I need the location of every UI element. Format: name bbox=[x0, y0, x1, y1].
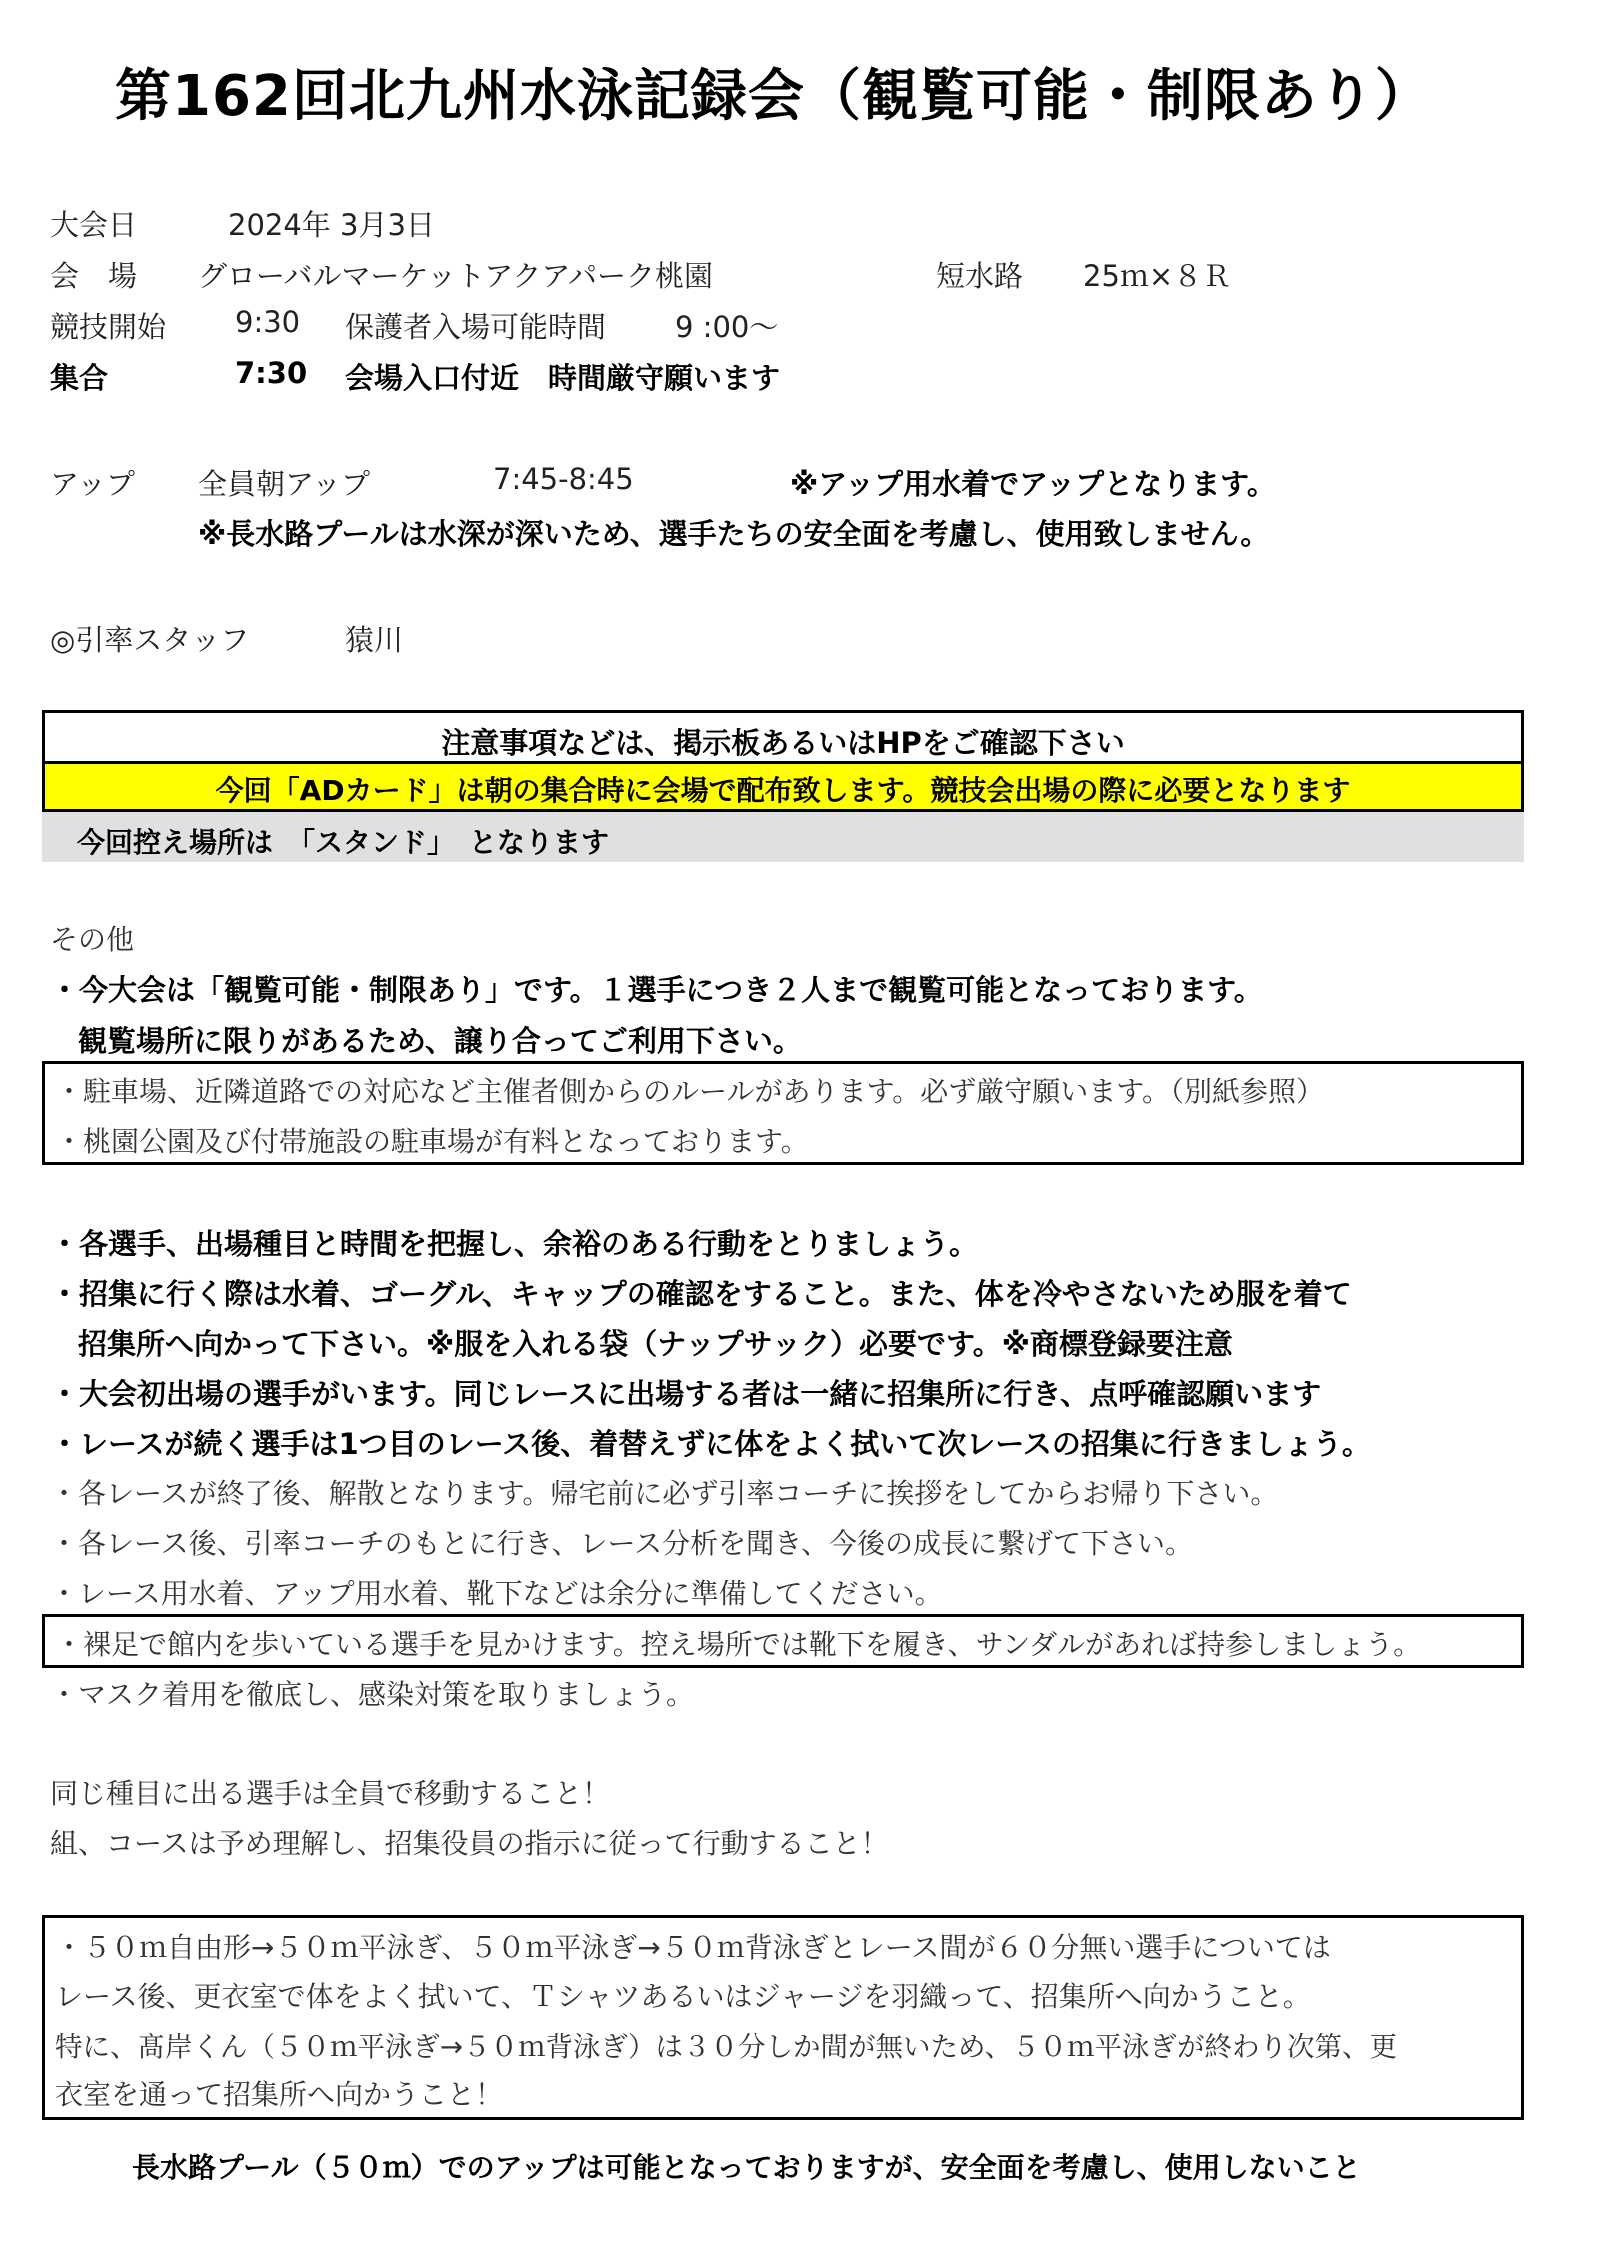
venue-value: グローバルマーケットアクアパーク桃園 bbox=[198, 259, 714, 293]
spectator-line-2: 観覧場所に限りがあるため、譲り合ってご利用下さい。 bbox=[78, 1024, 802, 1058]
rule-item: ・大会初出場の選手がいます。同じレースに出場する者は一緒に招集所に行き、点呼確認願います bbox=[50, 1377, 1322, 1411]
parking-line-2: ・桃園公園及び付帯施設の駐車場が有料となっております。 bbox=[55, 1125, 809, 1158]
rule-item: ・マスク着用を徹底し、感染対策を取りましょう。 bbox=[50, 1678, 695, 1711]
interval-line-3: 特に、髙岸くん（５０ｍ平泳ぎ→５０ｍ背泳ぎ）は３０分しか間が無いため、５０ｍ平泳ぎが終わり次第、更 bbox=[55, 2031, 1397, 2063]
start-time: 9:30 bbox=[235, 305, 301, 339]
long-course-note: ※長水路プールは水深が深いため、選手たちの安全面を考慮し、使用致しません。 bbox=[198, 517, 1270, 551]
warmup-note: ※アップ用水着でアップとなります。 bbox=[790, 467, 1276, 501]
notice-main: 注意事項などは、掲示板あるいはHPをご確認下さい bbox=[441, 726, 1125, 760]
stand-text: 今回控え場所は 「スタンド」 となります bbox=[77, 826, 610, 859]
rule-item: ・レース用水着、アップ用水着、靴下などは余分に準備してください。 bbox=[50, 1577, 943, 1610]
interval-box bbox=[42, 1915, 1524, 2120]
interval-line-1: ・５０ｍ自由形→５０ｍ平泳ぎ、５０ｍ平泳ぎ→５０ｍ背泳ぎとレース間が６０分無い選手については bbox=[55, 1931, 1331, 1964]
page-title: 第162回北九州水泳記録会（観覧可能・制限あり） bbox=[115, 64, 1432, 129]
ad-card-text: 今回「ADカード」は朝の集合時に会場で配布致します。競技会出場の際に必要となります bbox=[215, 774, 1351, 807]
guardian-time: 9 :00～ bbox=[675, 310, 779, 344]
date-label: 大会日 bbox=[50, 208, 138, 242]
rule-item: ・裸足で館内を歩いている選手を見かけます。控え場所では靴下を履き、サンダルがあれば持参しましょう。 bbox=[55, 1628, 1422, 1661]
rule-item: ・各レースが終了後、解散となります。帰宅前に必ず引率コーチに挨拶をしてからお帰り下さい。 bbox=[50, 1477, 1279, 1510]
gather-label: 集合 bbox=[50, 361, 109, 395]
interval-line-4: 衣室を通って招集所へ向かうこと！ bbox=[55, 2078, 504, 2111]
warmup-time: 7:45-8:45 bbox=[493, 462, 634, 496]
course-label: 短水路 bbox=[936, 259, 1024, 293]
footer-note: 長水路プール（５０ｍ）でのアップは可能となっておりますが、安全面を考慮し、使用しないこと bbox=[132, 2151, 1361, 2184]
guardian-label: 保護者入場可能時間 bbox=[345, 310, 607, 344]
gather-time: 7:30 bbox=[235, 356, 308, 390]
ad-card-notice bbox=[42, 764, 1524, 812]
staff-label: ◎引率スタッフ bbox=[50, 623, 250, 657]
rule-item: 招集所へ向かって下さい。※服を入れる袋（ナップサック）必要です。※商標登録要注意 bbox=[78, 1327, 1233, 1361]
rule-item: ・招集に行く際は水着、ゴーグル、キャップの確認をすること。また、体を冷やさないため服を着て bbox=[50, 1277, 1352, 1311]
rule-item: ・レースが続く選手は1つ目のレース後、着替えずに体をよく拭いて次レースの招集に行きましょう。 bbox=[50, 1427, 1371, 1461]
gather-note: 会場入口付近 時間厳守願います bbox=[345, 361, 781, 395]
spectator-line-1: ・今大会は「観覧可能・制限あり」です。１選手につき２人まで観覧可能となっております。 bbox=[50, 973, 1263, 1007]
staff-name: 猿川 bbox=[345, 623, 404, 657]
group-line-2: 組、コースは予め理解し、招集役員の指示に従って行動すること！ bbox=[50, 1827, 889, 1860]
parking-line-1: ・駐車場、近隣道路での対応など主催者側からのルールがあります。必ず厳守願います。（別紙参照） bbox=[55, 1075, 1324, 1108]
course-value: 25ｍ×８Ｒ bbox=[1083, 259, 1232, 293]
stand-notice bbox=[42, 812, 1524, 862]
start-label: 競技開始 bbox=[50, 310, 167, 344]
other-label: その他 bbox=[50, 923, 135, 956]
date-value: 2024年 3月3日 bbox=[228, 208, 435, 242]
warmup-type: 全員朝アップ bbox=[198, 467, 370, 501]
notice-box bbox=[42, 710, 1524, 764]
group-line-1: 同じ種目に出る選手は全員で移動すること！ bbox=[50, 1777, 611, 1810]
rule-item: ・各選手、出場種目と時間を把握し、余裕のある行動をとりましょう。 bbox=[50, 1227, 979, 1261]
parking-box bbox=[42, 1061, 1524, 1165]
interval-line-2: レース後、更衣室で体をよく拭いて、Ｔシャツあるいはジャージを羽織って、招集所へ向かうこと。 bbox=[55, 1980, 1311, 2013]
venue-label: 会 場 bbox=[50, 259, 138, 293]
barefoot-box bbox=[42, 1614, 1524, 1668]
warmup-label: アップ bbox=[50, 467, 135, 501]
rule-item: ・各レース後、引率コーチのもとに行き、レース分析を聞き、今後の成長に繋げて下さい。 bbox=[50, 1527, 1193, 1560]
